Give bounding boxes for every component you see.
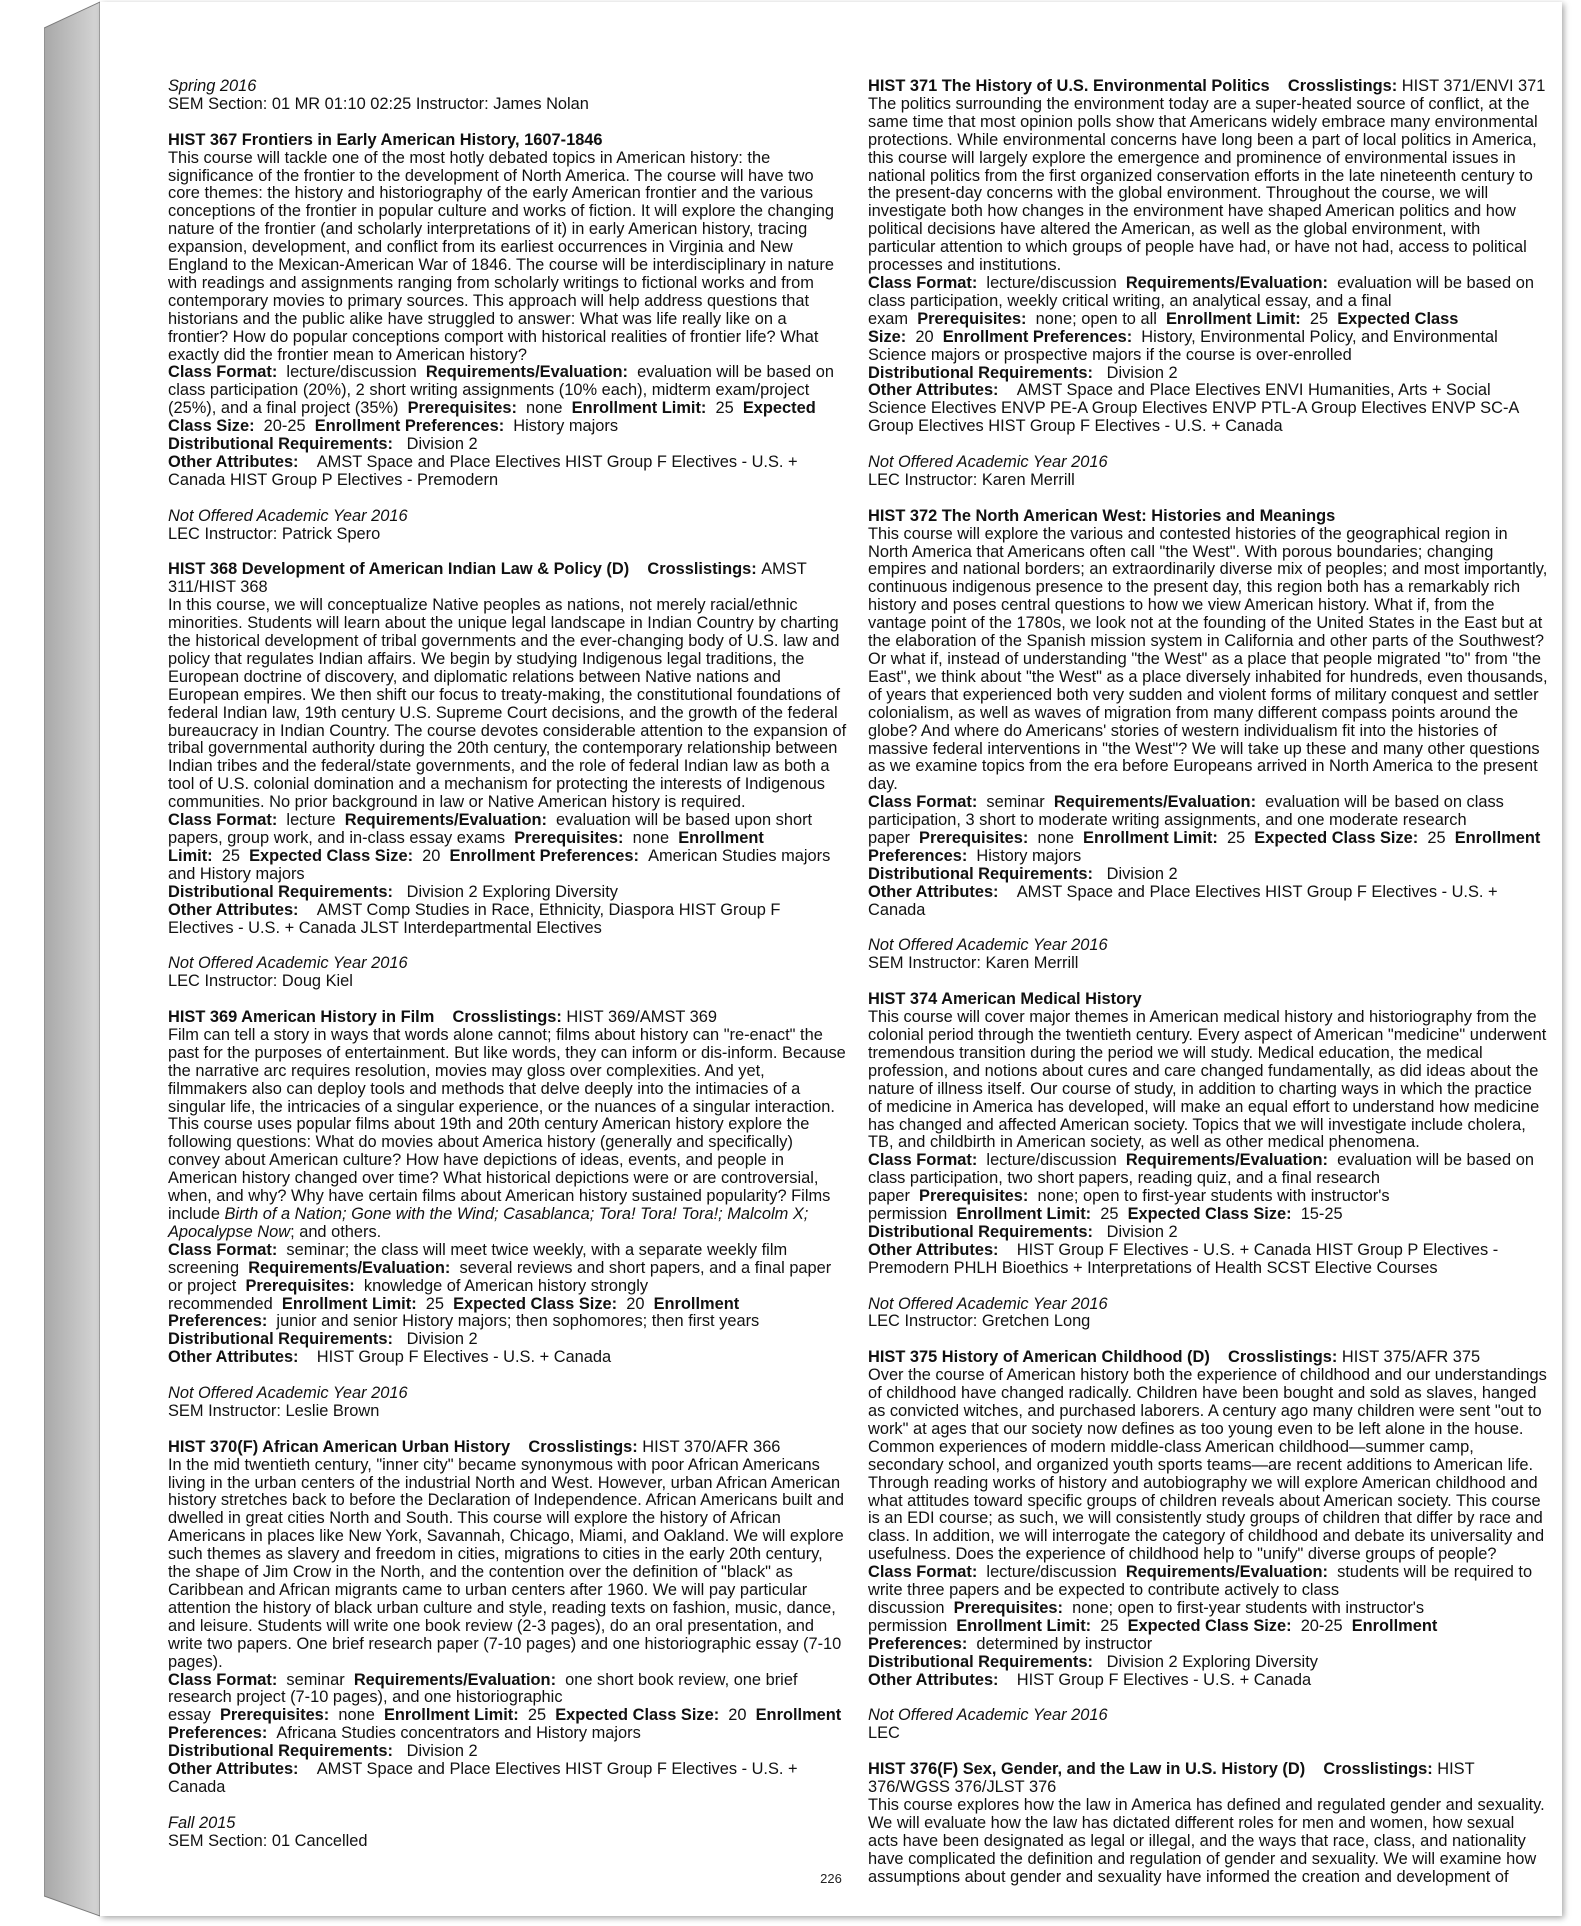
section-info [168,1815,848,1851]
section-info [168,955,848,991]
course-hist-368 [168,561,848,937]
course-description: This course will explore the various and contested histories of the geographical region in North America that Americans often call "the West". With porous boundaries; changing empires and national borders; an extraordinarily diverse mix of peoples; and most importantly, continuous indigenous presence to the present day, this region both has a remarkably rich history and poses central questions to how we view American history. What if, from the vantage point of the 1780s, we look not at the founding of the United States in the East but at the elaboration of the Spanish mission system in California and other parts of the Southwest? Or what if, instead of understanding "the West" as a place that people migrated "to" from "the East", we think about "the West" as a place diversely inhabited for hundreds, even thousands, of years that experienced both very sudden and violent forms of military conquest and settler colonialism, as well as waves of migration from many different compass points around the globe? And where do Americans' stories of western individualism fit into the histories of massive federal interventions in "the West"? We will take up these and many other questions as we examine topics from the era before Europeans arrived in North America to the present day. [868,524,1548,794]
course-title: HIST 369 American History in Film [168,1008,435,1027]
course-heading: HIST 376(F) Sex, Gender, and the Law in U.S. History (D) Crosslistings: HIST 376/WGSS 376/JLST 376 [868,1760,1475,1796]
course-title: HIST 371 The History of U.S. Environmental Politics [868,77,1270,95]
term-label: Not Offered Academic Year 2016 [868,1294,1108,1313]
course-description: This course will cover major themes in American medical history and historiography from the colonial period through the twentieth century. Every aspect of American "medicine" underwent tremendous transition during the period we will study. Medical education, the medical profession, and notions about cures and care changed fundamentally, as did ideas about the nature of illness itself. Our course of study, in addition to charting ways in which the practice of medicine in America has developed, will make an equal effort to understand how medicine has changed and affected American society. Topics that we will investigate include cholera, TB, and childbirth in American society, as well as other medical phenomena. [868,1008,1547,1152]
other-attributes: Other Attributes: HIST Group F Electives - U.S. + Canada [868,1670,1312,1689]
right-column [868,78,1548,1904]
course-heading: HIST 370(F) African American Urban History Crosslistings: HIST 370/AFR 366 [168,1437,781,1456]
section-info [868,1296,1548,1332]
distributional-requirements: Distributional Requirements: Division 2 Exploring Diversity [868,1652,1318,1671]
crosslistings: AMST 311/HIST 368 [168,560,807,597]
course-hist-372 [868,508,1548,920]
course-details: Class Format: seminar Requirements/Evaluation: evaluation will be based on class participation, 3 short to moderate writing assignments, and one moderate research paper Prerequisites: none Enrollment Limit: 25 Expected Class Size: 25 Enrollment Preferences: History majors [868,793,1541,865]
course-details: Class Format: seminar; the class will meet twice weekly, with a separate weekly film screening Requirements/Evaluation: several reviews and short papers, and a final paper or project Prerequisites: knowledge of American history strongly recommended Enrollment Limit: 25 Expected Class Size: 20 Enrollment Preferences: junior and senior History majors; then sophomores; then first years [168,1240,832,1331]
other-attributes: Other Attributes: AMST Space and Place Electives HIST Group F Electives - U.S. + Canada [868,882,1498,919]
crosslistings: HIST 371/ENVI 371 [1401,77,1546,95]
distributional-requirements: Distributional Requirements: Division 2 Exploring Diversity [168,882,618,901]
course-heading: HIST 369 American History in Film Crosslistings: HIST 369/AMST 369 [168,1008,717,1027]
film-list: Birth of a Nation; Gone with the Wind; Casablanca; Tora! Tora! Tora!; Malcolm X; Apocalypse Now [168,1205,809,1241]
section-line: SEM Instructor: Karen Merrill [868,954,1079,973]
catalog-page [100,2,1562,1916]
course-hist-375 [868,1349,1548,1689]
term-label: Not Offered Academic Year 2016 [868,1706,1108,1725]
course-description: Film can tell a story in ways that words alone cannot; films about history can "re-enact" the past for the purposes of entertainment. But like words, they can inform or dis-inform. Because the narrative arc requires resolution, movies may gloss over complexities. And yet, filmmakers also can deploy tools and methods that delve deeply into the intimacies of a singular life, the intricacies of a singular experience, or the nuances of a singular interaction. This course uses popular films about 19th and 20th century American history explore the following questions: What do movies about America history (generally and specifically) convey about American culture? How have depictions of ideas, events, and people in American history changed over time? What historical depictions were or are controversial, when, and why? Why have certain films about American history sustained popularity? Films include Birth of a Nation; Gone with the Wind; Casablanca; Tora! Tora! Tora!; Malcolm X; Apocalypse Now; and others. [168,1025,846,1241]
distributional-requirements: Distributional Requirements: Division 2 [168,1330,478,1349]
section-line: LEC Instructor: Karen Merrill [868,470,1075,489]
other-attributes: Other Attributes: AMST Space and Place Electives HIST Group F Electives - U.S. + Canada [168,1760,798,1796]
term-label: Spring 2016 [168,77,257,95]
section-line: LEC [868,1724,900,1743]
course-description: In the mid twentieth century, "inner city" became synonymous with poor African Americans living in the urban centers of the industrial North and West. However, urban African American history stretches back to before the Declaration of Independence. African Americans built and dwelled in great cities North and South. This course will explore the history of African Americans in places like New York, Savannah, Chicago, Miami, and Oakland. We will explore such themes as slavery and freedom in cities, migrations to cities in the early 20th century, the shape of Jim Crow in the North, and the contention over the definition of "black" as Caribbean and African migrants came to urban centers after 1960. We will pay particular attention the history of black urban culture and style, reading texts on fashion, music, dance, and leisure. Students will write one book review (2-3 pages), do an oral presentation, and write two papers. One brief research paper (7-10 pages) and one historiographic essay (7-10 pages). [168,1455,845,1671]
term-label: Not Offered Academic Year 2016 [168,1384,408,1403]
section-line: LEC Instructor: Doug Kiel [168,972,353,991]
other-attributes: Other Attributes: HIST Group F Electives - U.S. + Canada [168,1348,612,1367]
crosslistings: HIST 376/WGSS 376/JLST 376 [868,1760,1475,1796]
section-line: SEM Section: 01 MR 01:10 02:25 Instructor: James Nolan [168,94,589,113]
course-hist-370 [168,1439,848,1797]
term-label: Not Offered Academic Year 2016 [168,506,408,525]
other-attributes: Other Attributes: AMST Space and Place Electives HIST Group F Electives - U.S. + Canada HIST Group P Electives - Premodern [168,453,798,489]
distributional-requirements: Distributional Requirements: Division 2 [168,435,478,454]
distributional-requirements: Distributional Requirements: Division 2 [868,1222,1178,1241]
course-heading: HIST 371 The History of U.S. Environmental Politics Crosslistings: HIST 371/ENVI 371 [868,77,1546,95]
distributional-requirements: Distributional Requirements: Division 2 [868,864,1178,883]
course-title: HIST 368 Development of American Indian Law & Policy (D) [168,560,630,579]
course-hist-371 [868,78,1548,436]
term-label: Fall 2015 [168,1813,236,1832]
course-description: In this course, we will conceptualize Native peoples as nations, not merely racial/ethnic minorities. Students will learn about the unique legal landscape in Indian Country by charting the historical development of tribal governments and the ever-changing body of U.S. law and policy that regulates Indian affairs. We begin by studying Indigenous legal traditions, the European doctrine of discovery, and diplomatic relations between Native nations and European empires. We then shift our focus to treaty-making, the constitutional foundations of federal Indian law, 19th century U.S. Supreme Court decisions, and the growth of the federal bureaucracy in Indian Country. The course devotes considerable attention to the expansion of tribal governmental authority during the 20th century, the contemporary relationship between Indian tribes and the federal/state governments, and the role of federal Indian law as both a tool of U.S. colonial domination and a mechanism for protecting the interests of Indigenous communities. No prior background in law or Native American history is required. [168,596,847,812]
term-label: Not Offered Academic Year 2016 [868,936,1108,955]
section-info [168,78,848,114]
section-line: SEM Section: 01 Cancelled [168,1831,368,1850]
section-info [868,937,1548,973]
course-details: Class Format: lecture/discussion Requirements/Evaluation: students will be required to write three papers and be expected to contribute actively to class discussion Prerequisites: none; open to first-year students with instructor's permission Enrollment Limit: 25 Expected Class Size: 20-25 Enrollment Preferences: determined by instructor [868,1563,1533,1653]
distributional-requirements: Distributional Requirements: Division 2 [868,363,1178,382]
course-title: HIST 370(F) African American Urban History [168,1437,511,1456]
course-hist-376 [868,1761,1548,1886]
course-details: Class Format: lecture/discussion Requirements/Evaluation: evaluation will be based on class participation, two short papers, reading quiz, and a final research paper Prerequisites: none; open to first-year students with instructor's permission Enrollment Limit: 25 Expected Class Size: 15-25 [868,1151,1534,1224]
course-title: HIST 374 American Medical History [868,990,1142,1009]
left-column [168,78,848,1868]
course-title: HIST 375 History of American Childhood (D) [868,1348,1210,1367]
course-heading: HIST 375 History of American Childhood (D) Crosslistings: HIST 375/AFR 375 [868,1348,1481,1367]
section-line: LEC Instructor: Patrick Spero [168,524,381,543]
other-attributes: Other Attributes: AMST Comp Studies in Race, Ethnicity, Diaspora HIST Group F Electives - U.S. + Canada JLST Interdepartmental Electives [168,900,781,937]
course-details: Class Format: seminar Requirements/Evaluation: one short book review, one brief research project (7-10 pages), and one historiographic essay Prerequisites: none Enrollment Limit: 25 Expected Class Size: 20 Enrollment Preferences: Africana Studies concentrators and History majors [168,1670,842,1743]
course-title: HIST 367 Frontiers in Early American History, 1607-1846 [168,130,603,149]
course-details: Class Format: lecture/discussion Requirements/Evaluation: evaluation will be based on class participation, weekly critical writing, an analytical essay, and a final exam Prerequisites: none; open to all Enrollment Limit: 25 Expected Class Size: 20 Enrollment Preferences: History, Environmental Policy, and Environmental Science majors or prospective majors if the course is over-enrolled [868,273,1534,364]
other-attributes: Other Attributes: HIST Group F Electives - U.S. + Canada HIST Group P Electives - Premodern PHLH Bioethics + Interpretations of Health SCST Elective Courses [868,1240,1499,1277]
distributional-requirements: Distributional Requirements: Division 2 [168,1742,478,1761]
course-hist-367 [168,132,848,490]
crosslistings: HIST 369/AMST 369 [566,1008,717,1027]
section-info [168,1385,848,1421]
course-description: Over the course of American history both the experience of childhood and our understandings of childhood have changed radically. Children have been bought and sold as slaves, hanged as convicted witches, and purchased laborers. A century ago many children were sent "out to work" at ages that our society now defines as too young even to be left alone in the house. Common experiences of modern middle-class American childhood—summer camp, secondary school, and organized youth sports teams—are recent additions to American life. Through reading works of history and autobiography we will explore American childhood and what attitudes toward specific groups of children reveals about American society. This course is an EDI course; as such, we will consistently study groups of children that differ by race and class. In addition, we will interrogate the category of childhood and debate its universality and usefulness. Does the experience of childhood help to "unify" diverse groups of people? [868,1366,1547,1564]
crosslistings: HIST 370/AFR 366 [642,1437,781,1456]
section-info [868,454,1548,490]
term-label: Not Offered Academic Year 2016 [168,954,408,973]
course-title: HIST 372 The North American West: Histories and Meanings [868,506,1336,525]
page-number: 226 [820,1871,842,1886]
section-info [168,508,848,544]
course-description: This course will tackle one of the most hotly debated topics in American history: the significance of the frontier to the development of North America. The course will have two core themes: the history and historiography of the early American frontier and the various conceptions of the frontier in popular culture and works of fiction. It will explore the changing nature of the frontier (and scholarly interpretations of it) in early American history, tracing expansion, development, and conflict from its earliest occurrences in Virginia and New England to the Mexican-American War of 1846. The course will be interdisciplinary in nature with readings and assignments ranging from scholarly writings to fictional works and from contemporary movies to primary sources. This approach will help address questions that historians and the public alike have struggled to answer: What was life really like on a frontier? How do popular conceptions comport with historical realities of frontier life? What exactly did the frontier mean to American history? [168,148,835,364]
course-details: Class Format: lecture Requirements/Evaluation: evaluation will be based upon short papers, group work, and in-class essay exams Prerequisites: none Enrollment Limit: 25 Expected Class Size: 20 Enrollment Preferences: American Studies majors and History majors [168,811,831,883]
course-hist-369 [168,1009,848,1367]
course-description: This course explores how the law in America has defined and regulated gender and sexuality. We will evaluate how the law has dictated different roles for men and women, how sexual acts have been designated as legal or illegal, and the ways that race, class, and nationality have complicated the definition and regulation of gender and sexuality. We will examine how assumptions about gender and sexuality have informed the creation and development of [868,1795,1545,1886]
section-line: SEM Instructor: Leslie Brown [168,1401,380,1420]
course-title: HIST 376(F) Sex, Gender, and the Law in U.S. History (D) [868,1760,1306,1779]
course-hist-374 [868,991,1548,1278]
course-description: The politics surrounding the environment today are a super-heated source of conflict, at the same time that most opinion polls show that Americans widely embrace many environmental protections. While environmental concerns have long been a part of local politics in America, this course will largely explore the emergence and prominence of environmental issues in national politics from the first organized conservation efforts in the late nineteenth century to the present-day concerns with the global environment. Throughout the course, we will investigate both how changes in the environment have shaped American politics and how political decisions have altered the American, as well as the global environment, with particular attention to which groups of people have had, or have not had, access to political processes and institutions. [868,94,1538,275]
section-info [868,1707,1548,1743]
other-attributes: Other Attributes: AMST Space and Place Electives ENVI Humanities, Arts + Social Science Electives ENVP PE-A Group Electives ENVP PTL-A Group Electives ENVP SC-A Group Electives HIST Group F Electives - U.S. + Canada [868,381,1519,436]
section-line: LEC Instructor: Gretchen Long [868,1312,1091,1331]
crosslistings: HIST 375/AFR 375 [1341,1348,1481,1367]
term-label: Not Offered Academic Year 2016 [868,453,1108,472]
course-details: Class Format: lecture/discussion Requirements/Evaluation: evaluation will be based on class participation (20%), 2 short writing assignments (10% each), midterm exam/project (25%), and a final project (35%) Prerequisites: none Enrollment Limit: 25 Expected Class Size: 20-25 Enrollment Preferences: History majors [168,363,834,436]
course-heading: HIST 368 Development of American Indian Law & Policy (D) Crosslistings: AMST 311/HIST 368 [168,560,807,597]
book-spine-edge [44,0,100,1926]
